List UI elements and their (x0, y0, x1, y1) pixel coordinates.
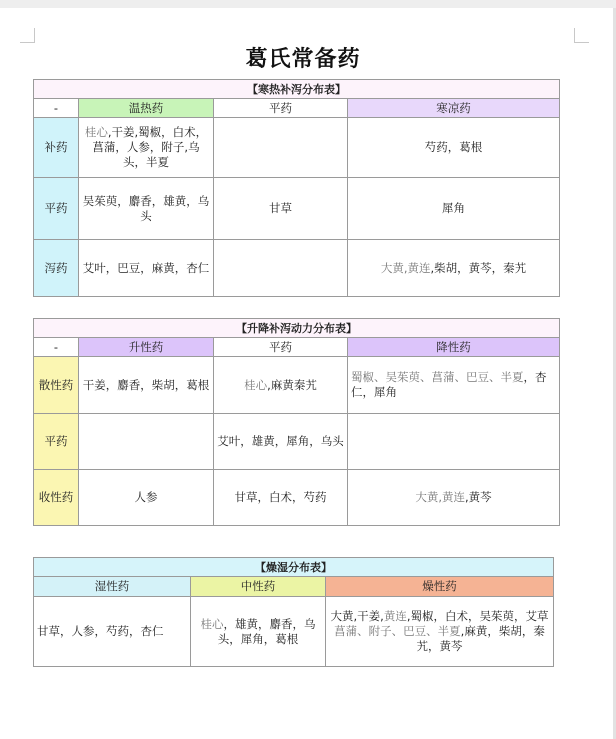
table-caption: 【寒热补泻分布表】 (34, 80, 560, 99)
table-cell (191, 597, 326, 667)
table-row (34, 118, 560, 178)
window-top-bar (0, 0, 616, 8)
cell-text: 桂心 (200, 616, 224, 631)
column-header: 寒凉药 (348, 99, 560, 118)
cell-text: 大黄 (415, 490, 439, 504)
cell-text: 菖蒲、附子、巴豆、半夏 (334, 624, 461, 638)
column-header: 平药 (214, 338, 348, 357)
table-cell: 人参 (79, 470, 214, 526)
table-caption: 【燥湿分布表】 (34, 558, 554, 577)
page-corner-mark-right (574, 28, 589, 43)
column-header: 中性药 (191, 577, 326, 597)
table-caption: 【升降补泻动力分布表】 (34, 319, 560, 338)
table-cell: 芍药，葛根 (348, 118, 560, 178)
row-header: 补药 (34, 118, 79, 178)
table-cell (214, 118, 348, 178)
cell-text: ，雄黄，麝香，乌头，犀角，葛根 (217, 616, 316, 646)
cell-text: ,麻黄，柴胡，秦艽，黄芩 (416, 624, 545, 653)
cell-text: ,黄连 (403, 260, 431, 275)
table-cell (214, 240, 348, 297)
cell-text: 大黄 (380, 260, 404, 275)
cell-text: 蜀椒、吴茱萸、 (351, 370, 432, 384)
cell-text: 桂心 (244, 377, 268, 392)
cell-text: ,干姜,蜀椒，白术，菖蒲，人参，附子,乌头，半夏 (92, 125, 208, 169)
cell-text: ,黄连 (438, 490, 465, 504)
cell-text: ,麻黄秦艽 (267, 377, 317, 392)
table-cell: 艾叶，巴豆，麻黄，杏仁 (79, 240, 214, 297)
cell-text: 大黄 (330, 609, 354, 623)
column-header: 湿性药 (34, 577, 191, 597)
table-cell: 甘草 (214, 178, 348, 240)
table-cell (348, 414, 560, 470)
table-row (34, 414, 560, 470)
table-corner: - (34, 99, 79, 118)
row-header: 散性药 (34, 357, 79, 414)
cell-text: ,蜀椒，白术，吴茱萸，艾草 (406, 609, 549, 623)
table-cell (348, 357, 560, 414)
table-cell: 甘草，白术，芍药 (214, 470, 348, 526)
row-header: 收性药 (34, 470, 79, 526)
cell-text: 菖蒲、巴豆、半夏 (431, 370, 524, 384)
page-corner-mark-left (20, 28, 35, 43)
cell-text: ,干姜, (353, 609, 384, 623)
rise-fall-table (33, 318, 560, 526)
cell-text: ，杏仁，犀角 (351, 370, 547, 399)
table-cell (348, 470, 560, 526)
table-cell: 干姜，麝香，柴胡，葛根 (79, 357, 214, 414)
table-row (34, 470, 560, 526)
table-row (34, 597, 554, 667)
row-header: 泻药 (34, 240, 79, 297)
table-cell (326, 597, 554, 667)
table-corner: - (34, 338, 79, 357)
row-header: 平药 (34, 178, 79, 240)
table-row (34, 357, 560, 414)
table-cell (348, 240, 560, 297)
table-cell: 犀角 (348, 178, 560, 240)
column-header: 降性药 (348, 338, 560, 357)
cell-text: 黄连 (383, 609, 407, 623)
page-title: 葛氏常备药 (245, 47, 361, 72)
dry-wet-table (33, 557, 554, 667)
cell-text: 桂心 (84, 125, 108, 139)
table-cell: 吴茱萸，麝香，雄黄，乌头 (79, 178, 214, 240)
column-header: 平药 (214, 99, 348, 118)
column-header: 升性药 (79, 338, 214, 357)
column-header: 燥性药 (326, 577, 554, 597)
cell-text: ,黄芩 (465, 490, 492, 504)
table-cell (79, 414, 214, 470)
table-row (34, 240, 560, 297)
column-header: 温热药 (79, 99, 214, 118)
cold-hot-table (33, 79, 560, 297)
table-cell (79, 118, 214, 178)
table-row (34, 178, 560, 240)
cell-text: ,柴胡，黄芩，秦艽 (430, 260, 527, 275)
row-header: 平药 (34, 414, 79, 470)
table-cell: 艾叶，雄黄，犀角，乌头 (214, 414, 348, 470)
table-cell (214, 357, 348, 414)
table-cell: 甘草，人参，芍药，杏仁 (34, 597, 191, 667)
